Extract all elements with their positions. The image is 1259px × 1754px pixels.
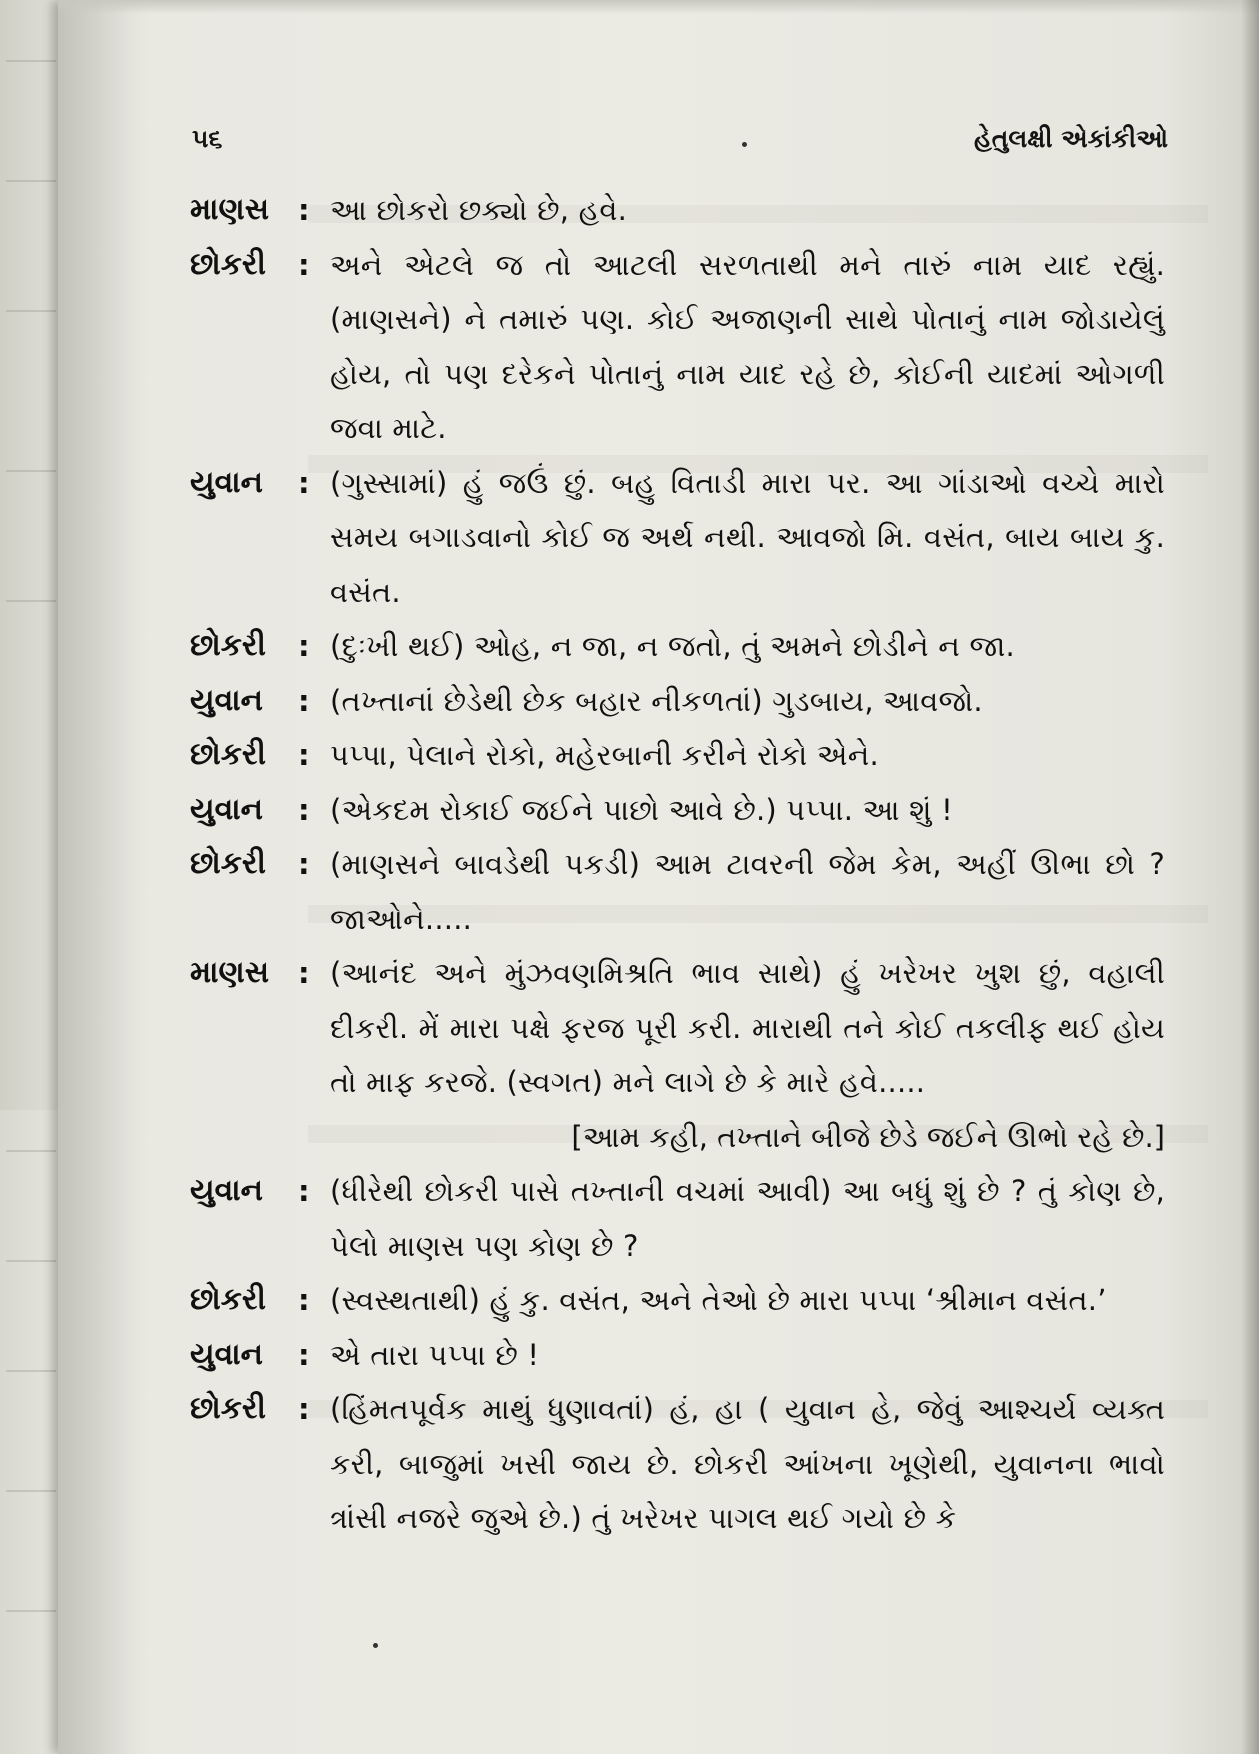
speaker-name: છોકરી — [190, 1282, 266, 1317]
speaker-colon: : — [298, 465, 310, 500]
dialogue-line — [190, 674, 1230, 729]
speech-text: (ગુસ્સામાં) હું જઉં છું. બહુ વિતાડી મારા પર. આ ગાંડાઓ વચ્ચે મારો સમય બગાડવાનો કોઈ જ અર્થ નથી. આવજો મિ. વસંત, બાય બાય કુ. વસંત. — [330, 465, 1165, 609]
speech-text: પપ્પા, પેલાને રોકો, મહેરબાની કરીને રોકો એને. — [330, 738, 879, 772]
gutter-shadow — [58, 0, 148, 1754]
dialogue-line — [190, 1164, 1230, 1273]
speech-text: (માણસને બાવડેથી પકડી) આમ ટાવરની જેમ કેમ, અહીં ઊભા છો ? જાઓને..... — [330, 847, 1165, 936]
speaker-colon: : — [298, 847, 310, 881]
paper-speck — [373, 1643, 378, 1648]
underlying-text-trace — [6, 60, 56, 62]
speaker-name: યુવાન — [190, 791, 263, 827]
speech-text: (તખ્તાનાં છેડેથી છેક બહાર નીકળતાં) ગુડબાય, આવજો. — [330, 683, 983, 718]
underlying-text-trace — [6, 600, 56, 602]
dialogue-line — [190, 1328, 1230, 1383]
running-title: હેતુલક્ષી એકાંકીઓ — [973, 124, 1168, 153]
speaker-name: છોકરી — [190, 1391, 266, 1426]
speaker-colon: : — [298, 738, 310, 772]
speaker-name: છોકરી — [190, 246, 266, 282]
speaker-colon: : — [298, 683, 310, 718]
speech-text: (સ્વસ્થતાથી) હું કુ. વસંત, અને તેઓ છે મારા પપ્પા ‘શ્રીમાન વસંત.’ — [330, 1283, 1107, 1317]
page-top-edge — [58, 0, 1259, 14]
underlying-text-trace — [6, 1260, 56, 1262]
speech-text: (એકદમ રોકાઈ જઈને પાછો આવે છે.) પપ્પા. આ શું ! — [330, 792, 953, 827]
dialogue-line — [190, 837, 1230, 946]
speaker-colon: : — [298, 193, 310, 227]
speech-text: (ધીરેથી છોકરી પાસે તખ્તાની વચમાં આવી) આ બધું શું છે ? તું કોણ છે, પેલો માણસ પણ કોણ છે ? — [330, 1174, 1165, 1263]
dialogue-line — [190, 728, 1230, 783]
dialogue-line — [190, 619, 1230, 674]
page-right-edge — [1241, 0, 1259, 1754]
dialogue-line — [190, 238, 1230, 456]
speaker-colon: : — [298, 1174, 310, 1208]
speech-text: એ તારા પપ્પા છે ! — [330, 1337, 540, 1372]
speaker-name: યુવાન — [190, 1336, 263, 1372]
speaker-name: યુવાન — [190, 464, 263, 500]
speaker-colon: : — [298, 629, 310, 663]
speech-text: (દુઃખી થઈ) ઓહ, ન જા, ન જતો, તું અમને છોડીને ન જા. — [330, 629, 1015, 663]
speaker-colon: : — [298, 1392, 310, 1426]
page-header — [192, 124, 1168, 164]
underlying-text-trace — [6, 180, 56, 182]
underlying-text-trace — [6, 310, 56, 312]
speaker-name: માણસ — [190, 192, 269, 227]
underlying-text-trace — [6, 470, 56, 472]
dialogue-line — [190, 946, 1230, 1110]
speaker-name: છોકરી — [190, 628, 266, 663]
speaker-name: છોકરી — [190, 846, 266, 881]
speaker-name: માણસ — [190, 955, 269, 990]
speaker-colon: : — [298, 1283, 310, 1317]
speaker-colon: : — [298, 956, 310, 990]
speaker-colon: : — [298, 247, 310, 282]
speech-text: અને એટલે જ તો આટલી સરળતાથી મને તારું નામ યાદ રહ્યું. (માણસને) ને તમારું પણ. કોઈ અજાણની સાથે પોતાનું નામ જોડાયેલું હોય, તો પણ દરેકને પોતાનું નામ યાદ રહે છે, કોઈની યાદમાં ઓગળી જવા માટે. — [330, 247, 1165, 445]
speaker-name: યુવાન — [190, 682, 263, 718]
speaker-colon: : — [298, 792, 310, 827]
stage-direction: [આમ કહી, તખ્તાને બીજે છેડે જઈને ઊભો રહે છે.] — [571, 1119, 1165, 1154]
dialogue-line — [190, 183, 1230, 238]
dialogue-line — [190, 1273, 1230, 1328]
underlying-text-trace — [6, 1150, 56, 1152]
dialogue-line — [190, 1382, 1230, 1546]
underlying-page-edge-lower — [0, 1110, 64, 1754]
dialogue-block — [190, 183, 1230, 1546]
dialogue-line — [190, 783, 1230, 838]
speech-text: આ છોકરો છક્યો છે, હવે. — [330, 193, 628, 227]
speaker-name: યુવાન — [190, 1173, 263, 1208]
underlying-text-trace — [6, 1490, 56, 1492]
speaker-colon: : — [298, 1337, 310, 1372]
speaker-name: છોકરી — [190, 737, 266, 772]
underlying-text-trace — [6, 1370, 56, 1372]
page-number: ૫૬ — [192, 124, 223, 153]
speech-text: (આનંદ અને મુંઝવણમિશ્રતિ ભાવ સાથે) હું ખરેખર ખુશ છું, વહાલી દીકરી. મેં મારા પક્ષે ફરજ પૂરી કરી. મારાથી તને કોઈ તકલીફ થઈ હોય તો માફ કરજે. (સ્વગત) મને લાગે છે કે મારે હવે..... — [330, 956, 1165, 1099]
dialogue-line — [190, 456, 1230, 620]
speech-text: (હિંમતપૂર્વક માથું ધુણાવતાં) હં, હા ( યુવાન હે, જેવું આશ્ચર્ય વ્યક્ત કરી, બાજુમાં ખસી જાય છે. છોકરી આંખના ખૂણેથી, યુવાનના ભાવો ત્રાંસી નજરે જુએ છે.) તું ખરેખર પાગલ થઈ ગયો છે કે — [330, 1392, 1165, 1535]
underlying-text-trace — [6, 1610, 56, 1612]
